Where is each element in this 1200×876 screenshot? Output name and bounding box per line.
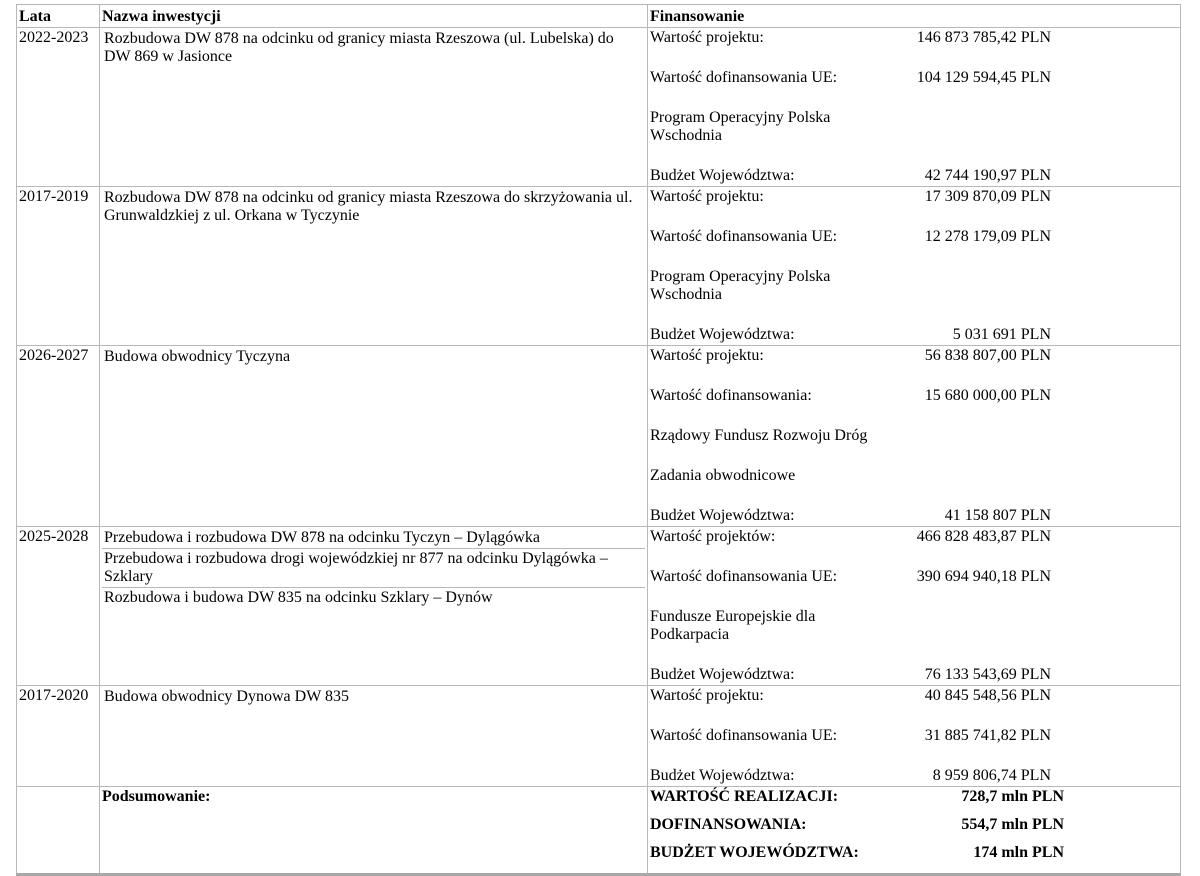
financing-line [650, 29, 1178, 47]
financing-label: Program Operacyjny Polska Wschodnia [650, 109, 831, 144]
spacer [650, 705, 1178, 727]
summary-label-cell [100, 787, 648, 875]
financing-line [650, 507, 1178, 525]
spacer [650, 47, 1178, 69]
financing-line [650, 687, 1178, 705]
financing-value: 31 885 741,82 PLN [924, 727, 1051, 744]
financing-value: 5 031 691 PLN [952, 326, 1051, 343]
years-cell: 2022-2023 [17, 28, 100, 187]
investment-name-cell [100, 28, 648, 187]
financing-value: 146 873 785,42 PLN [916, 29, 1051, 46]
financing-line [650, 608, 1178, 644]
financing-cell [648, 28, 1181, 187]
investment-name: Rozbudowa i budowa DW 835 na odcinku Szklary – Dynów [104, 589, 493, 606]
summary-line [650, 788, 1178, 806]
financing-label: Program Operacyjny Polska Wschodnia [650, 268, 831, 303]
financing-label: Budżet Województwa: [650, 666, 795, 683]
summary-item-label: WARTOŚĆ REALIZACJI: [650, 788, 839, 805]
financing-line [650, 727, 1178, 745]
summary-item-value: 174 mln PLN [973, 844, 1064, 861]
financing-line [650, 268, 1178, 304]
investment-name-cell [100, 187, 648, 346]
financing-label: Budżet Województwa: [650, 326, 795, 343]
investment-name-cell [100, 686, 648, 787]
summary-row [17, 787, 1181, 875]
financing-value: 40 845 548,56 PLN [924, 687, 1051, 704]
header-years: Lata [17, 5, 100, 28]
summary-item-label: DOFINANSOWANIA: [650, 816, 807, 833]
summary-label: Podsumowanie: [102, 788, 211, 805]
financing-label: Budżet Województwa: [650, 767, 795, 784]
financing-line [650, 528, 1178, 546]
financing-label: Wartość dofinansowania UE: [650, 228, 838, 245]
spacer [650, 304, 1178, 326]
financing-label: Zadania obwodnicowe [650, 467, 796, 484]
financing-label: Budżet Województwa: [650, 507, 795, 524]
investment-name: Rozbudowa DW 878 na odcinku od granicy miasta Rzeszowa do skrzyżowania ul. Grunwaldzkiej z ul. Orkana w Tyczynie [104, 189, 633, 224]
spacer [650, 445, 1178, 467]
financing-value: 41 158 807 PLN [944, 507, 1051, 524]
spacer [650, 87, 1178, 109]
investment-table [16, 4, 1181, 876]
financing-value: 15 680 000,00 PLN [924, 387, 1051, 404]
years-cell: 2017-2019 [17, 187, 100, 346]
summary-item-label: BUDŻET WOJEWÓDZTWA: [650, 844, 859, 861]
investment-name: Rozbudowa DW 878 na odcinku od granicy miasta Rzeszowa (ul. Lubelska) do DW 869 w Jasionce [104, 30, 614, 65]
financing-line [650, 467, 1178, 485]
spacer [650, 644, 1178, 666]
financing-value: 56 838 807,00 PLN [924, 347, 1051, 364]
financing-value: 466 828 483,87 PLN [916, 528, 1051, 545]
financing-value: 390 694 940,18 PLN [916, 568, 1051, 585]
table-row [17, 187, 1181, 346]
summary-empty-cell [17, 787, 100, 875]
table-body [17, 28, 1181, 875]
investment-name-cell [100, 527, 648, 686]
table-row [17, 28, 1181, 187]
spacer [650, 586, 1178, 608]
spacer [650, 405, 1178, 427]
financing-label: Fundusze Europejskie dla Podkarpacia [650, 608, 816, 643]
financing-cell [648, 346, 1181, 527]
header-financing: Finansowanie [648, 5, 1181, 28]
investment-name: Przebudowa i rozbudowa DW 878 na odcinku Tyczyn – Dylągówka [102, 528, 645, 549]
financing-line [650, 767, 1178, 785]
investment-name: Przebudowa i rozbudowa drogi wojewódzkiej nr 877 na odcinku Dylągówka – Szklary [102, 549, 645, 588]
years-cell: 2026-2027 [17, 346, 100, 527]
financing-label: Budżet Województwa: [650, 167, 795, 184]
investment-name-cell [100, 346, 648, 527]
years-cell: 2017-2020 [17, 686, 100, 787]
spacer [650, 145, 1178, 167]
years-cell: 2025-2028 [17, 527, 100, 686]
financing-line [650, 109, 1178, 145]
investment-name: Budowa obwodnicy Tyczyna [104, 348, 291, 365]
financing-line [650, 69, 1178, 87]
summary-financing-cell [648, 787, 1181, 875]
financing-line [650, 666, 1178, 684]
header-name: Nazwa inwestycji [100, 5, 648, 28]
financing-line [650, 427, 1178, 445]
table-row [17, 527, 1181, 686]
financing-label: Rządowy Fundusz Rozwoju Dróg [650, 427, 868, 444]
spacer [650, 745, 1178, 767]
financing-line [650, 167, 1178, 185]
summary-item-value: 554,7 mln PLN [961, 816, 1064, 833]
financing-label: Wartość projektu: [650, 347, 764, 364]
financing-line [650, 387, 1178, 405]
financing-label: Wartość projektu: [650, 188, 764, 205]
financing-cell [648, 686, 1181, 787]
financing-label: Wartość projektu: [650, 687, 764, 704]
summary-line [650, 816, 1178, 834]
financing-label: Wartość dofinansowania UE: [650, 69, 838, 86]
spacer [650, 365, 1178, 387]
financing-value: 12 278 179,09 PLN [924, 228, 1051, 245]
financing-cell [648, 187, 1181, 346]
financing-line [650, 326, 1178, 344]
financing-value: 17 309 870,09 PLN [924, 188, 1051, 205]
financing-value: 104 129 594,45 PLN [916, 69, 1051, 86]
financing-line [650, 188, 1178, 206]
financing-value: 76 133 543,69 PLN [924, 666, 1051, 683]
spacer [650, 546, 1178, 568]
table-row [17, 686, 1181, 787]
table-row [17, 346, 1181, 527]
summary-item-value: 728,7 mln PLN [961, 788, 1064, 805]
financing-line [650, 568, 1178, 586]
financing-value: 42 744 190,97 PLN [924, 167, 1051, 184]
spacer [650, 485, 1178, 507]
financing-line [650, 228, 1178, 246]
financing-label: Wartość dofinansowania UE: [650, 727, 838, 744]
investment-name: Budowa obwodnicy Dynowa DW 835 [104, 688, 350, 705]
spacer [650, 246, 1178, 268]
financing-label: Wartość dofinansowania: [650, 387, 812, 404]
financing-label: Wartość projektu: [650, 29, 764, 46]
header-row [17, 5, 1181, 28]
financing-value: 8 959 806,74 PLN [932, 767, 1051, 784]
financing-label: Wartość dofinansowania UE: [650, 568, 838, 585]
spacer [650, 206, 1178, 228]
summary-line [650, 844, 1178, 862]
financing-label: Wartość projektów: [650, 528, 776, 545]
financing-cell [648, 527, 1181, 686]
financing-line [650, 347, 1178, 365]
